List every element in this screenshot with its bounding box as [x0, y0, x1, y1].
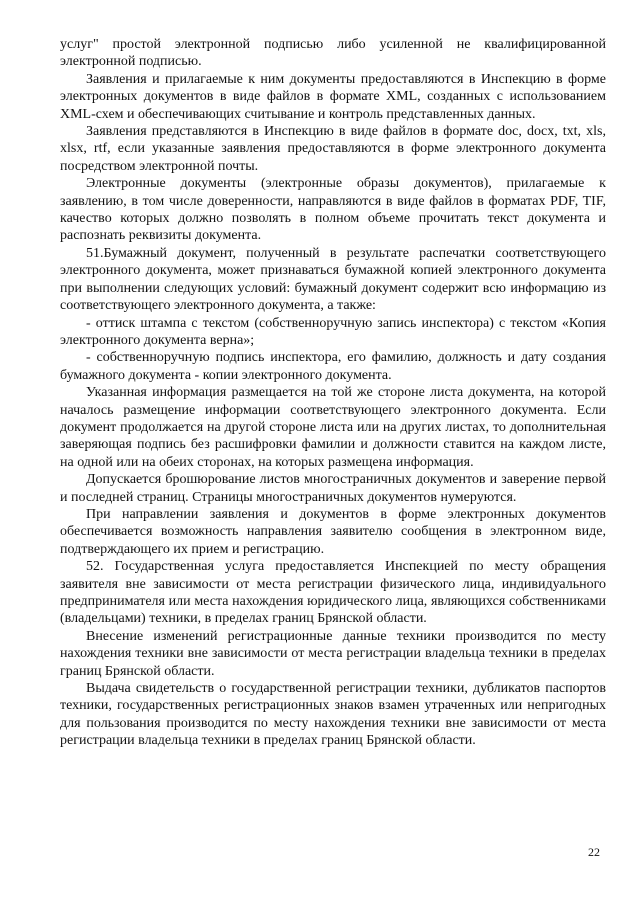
paragraph-52-service-location: 52. Государственная услуга предоставляется Инспекцией по месту обращения заявителя вне зависимости от места регистрации физического лица, индивидуального предпринимателя или места нахождения юридического лица, являющихся собственниками (владельцами) техники, в пределах границ Брянской области. — [60, 559, 606, 627]
paragraph-xml-format: Заявления и прилагаемые к ним документы предоставляются в Инспекцию в форме электронных документов в виде файлов в формате XML, созданных с использованием XML-схем и обеспечивающих считывание и контроль представленных данных. — [60, 71, 606, 122]
paragraph-confirmation: При направлении заявления и документов в форме электронных документов обеспечивается возможность направления заявителю сообщения в электронном виде, подтверждающего их прием и регистрацию. — [60, 506, 606, 557]
document-page — [60, 36, 606, 750]
paragraph-email-formats: Заявления представляются в Инспекцию в виде файлов в формате doc, docx, txt, xls, xlsx, rtf, если указанные заявления предоставляются в форме электронного документа посредством электронной почты. — [60, 124, 606, 174]
list-item-stamp: - оттиск штампа с текстом (собственноручную запись инспектора) с текстом «Копия электронного документа верна»; — [60, 315, 606, 348]
paragraph-continuation: услуг" простой электронной подписью либо усиленной не квалифицированной электронной подписью. — [60, 37, 606, 70]
paragraph-electronic-images: Электронные документы (электронные образы документов), прилагаемые к заявлению, в том числе доверенности, направляются в виде файлов в форматах PDF, TIF, качество которых должно позволять в полном объеме прочитать текст документа и распознать реквизиты документа. — [60, 176, 606, 244]
paragraph-placement: Указанная информация размещается на той же стороне листа документа, на которой началось размещение информации соответствующего электронного документа. Если документ продолжается на другой стороне листа или на других листах, то дополнительная заверяющая подпись без расшифровки фамилии и должности ставится на каждом листе, на одной или на обеих сторонах, на которых размещена информация. — [60, 385, 606, 470]
paragraph-binding: Допускается брошюрование листов многостраничных документов и заверение первой и последней страниц. Страницы многостраничных документов нумеруются. — [60, 472, 606, 505]
list-item-signature: - собственноручную подпись инспектора, его фамилию, должность и дату создания бумажного документа - копии электронного документа. — [60, 350, 606, 383]
paragraph-51-paper-copy: 51.Бумажный документ, полученный в результате распечатки соответствующего электронного документа, может признаваться бумажной копией электронного документа при выполнении следующих условий: бумажный документ содержит всю информацию из соответствующего электронного документа, а также: — [60, 245, 606, 314]
paragraph-changes: Внесение изменений регистрационные данные техники производится по месту нахождения техники вне зависимости от места регистрации владельца техники в пределах границ Брянской области. — [60, 628, 606, 679]
paragraph-certificates: Выдача свидетельств о государственной регистрации техники, дубликатов паспортов техники, государственных регистрационных знаков взамен утраченных или непригодных для пользования производится по месту нахождения техники вне зависимости от места регистрации владельца техники в пределах границ Брянской области. — [60, 681, 606, 749]
page-number: 22 — [588, 845, 600, 859]
